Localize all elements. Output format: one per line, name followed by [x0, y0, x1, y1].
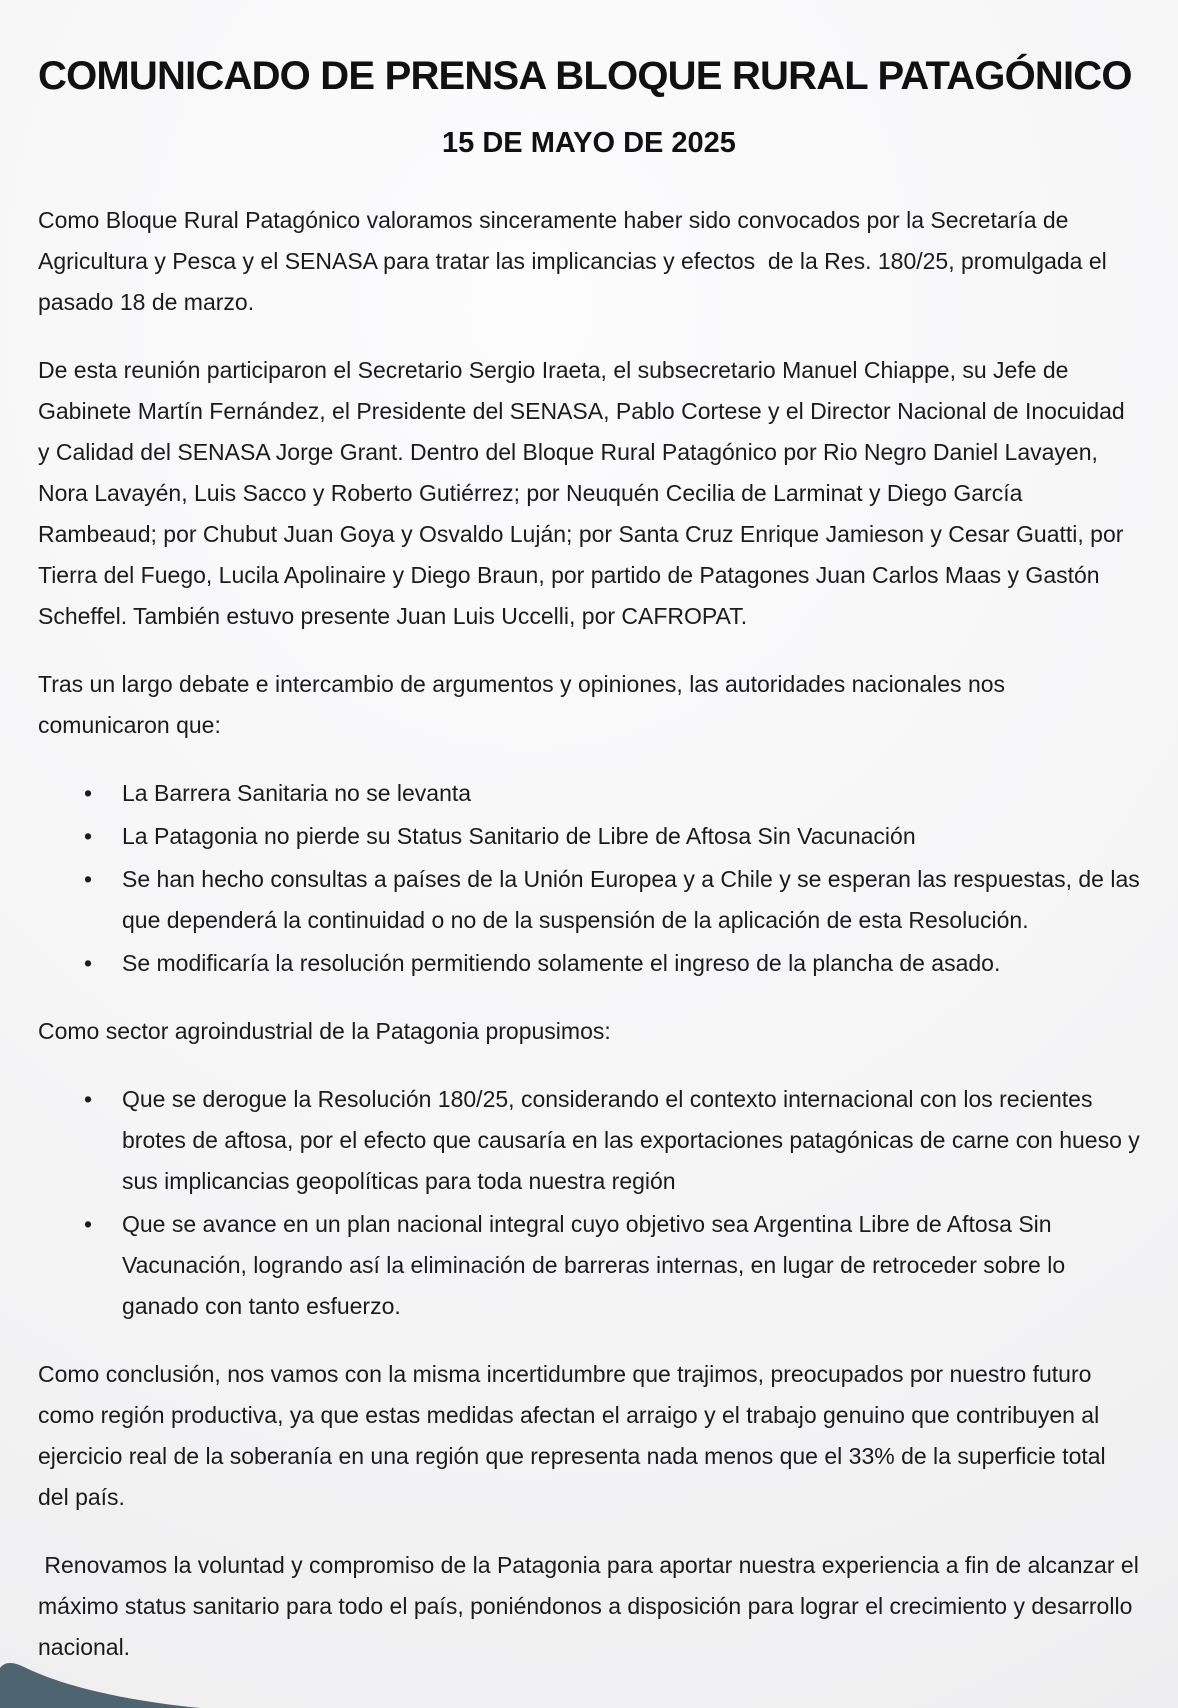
document-title: COMUNICADO DE PRENSA BLOQUE RURAL PATAGÓNICO: [38, 54, 1132, 98]
bullet-text: Se modificaría la resolución permitiendo solamente el ingreso de la plancha de asado.: [122, 950, 1001, 976]
corner-swoosh-decoration: [0, 1658, 200, 1708]
proposals-lead-paragraph: Como sector agroindustrial de la Patagonia propusimos:: [38, 1018, 611, 1044]
bullet-dot-icon: •: [84, 866, 93, 892]
authorities-bullet-list: [84, 773, 1140, 984]
corner-swoosh-shape: [0, 1663, 200, 1708]
bullet-item: [84, 1204, 1140, 1327]
proposals-bullet-list: [84, 1079, 1140, 1327]
bullet-text: La Patagonia no pierde su Status Sanitario de Libre de Aftosa Sin Vacunación: [122, 823, 916, 849]
closing-paragraph: Renovamos la voluntad y compromiso de la Patagonia para aportar nuestra experiencia a fin de alcanzar el máximo status sanitario para todo el país, poniéndonos a disposición para lograr el crecimiento y desarrollo nacional.: [38, 1552, 1146, 1660]
participants-paragraph: De esta reunión participaron el Secretario Sergio Iraeta, el subsecretario Manuel Chiappe, su Jefe de Gabinete Martín Fernández, el Presidente del SENASA, Pablo Cortese y el Director Nacional de Inocuidad y Calidad del SENASA Jorge Grant. Dentro del Bloque Rural Patagónico por Rio Negro Daniel Lavayen, Nora Lavayén, Luis Sacco y Roberto Gutiérrez; por Neuquén Cecilia de Larminat y Diego García Rambeaud; por Chubut Juan Goya y Osvaldo Luján; por Santa Cruz Enrique Jamieson y Cesar Guatti, por Tierra del Fuego, Lucila Apolinaire y Diego Braun, por partido de Patagones Juan Carlos Maas y Gastón Scheffel. También estuvo presente Juan Luis Uccelli, por CAFROPAT.: [38, 357, 1132, 629]
bullet-dot-icon: •: [84, 780, 93, 806]
bullet-dot-icon: •: [84, 823, 93, 849]
bullet-dot-icon: •: [84, 1211, 93, 1237]
bullet-item: [84, 943, 1140, 984]
intro-paragraph: Como Bloque Rural Patagónico valoramos sinceramente haber sido convocados por la Secretaría de Agricultura y Pesca y el SENASA para tratar las implicancias y efectos de la Res. 180/25, promulgada el pasado 18 de marzo.: [38, 207, 1114, 315]
conclusion-paragraph: Como conclusión, nos vamos con la misma incertidumbre que trajimos, preocupados por nuestro futuro como región productiva, ya que estas medidas afectan el arraigo y el trabajo genuino que contribuyen al ejercicio real de la soberanía en una región que representa nada menos que el 33% de la superficie total del país.: [38, 1361, 1113, 1510]
bullet-dot-icon: •: [84, 1086, 93, 1112]
bullet-dot-icon: •: [84, 950, 93, 976]
bullet-item: [84, 773, 1140, 814]
bullet-text: Se han hecho consultas a países de la Unión Europea y a Chile y se esperan las respuestas, de las que dependerá la continuidad o no de la suspensión de la aplicación de esta Resolución.: [122, 866, 1140, 933]
bullet-item: [84, 859, 1140, 941]
bullet-item: [84, 816, 1140, 857]
authorities-lead-paragraph: Tras un largo debate e intercambio de argumentos y opiniones, las autoridades nacionales nos comunicaron que:: [38, 671, 1012, 738]
bullet-text: La Barrera Sanitaria no se levanta: [122, 780, 472, 806]
bullet-text: Que se derogue la Resolución 180/25, considerando el contexto internacional con los recientes brotes de aftosa, por el efecto que causaría en las exportaciones patagónicas de carne con hueso y sus implicancias geopolíticas para toda nuestra región: [122, 1086, 1140, 1194]
bullet-item: [84, 1079, 1140, 1202]
bullet-text: Que se avance en un plan nacional integral cuyo objetivo sea Argentina Libre de Aftosa Sin Vacunación, logrando así la eliminación de barreras internas, en lugar de retroceder sobre lo ganado con tanto esfuerzo.: [122, 1211, 1066, 1319]
document-date: 15 DE MAYO DE 2025: [442, 127, 736, 159]
